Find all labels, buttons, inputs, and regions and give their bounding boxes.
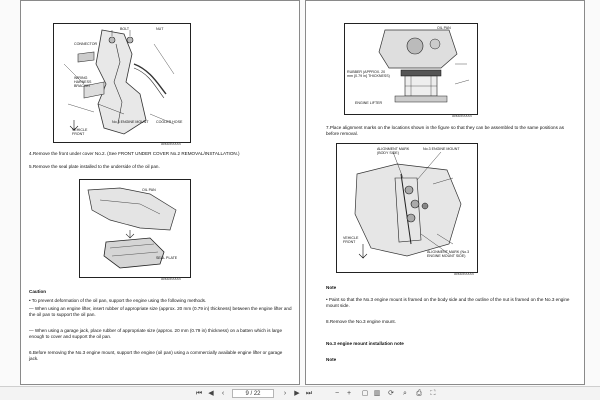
fig1-label-engine-mount: No.3 ENGINE MOUNT xyxy=(112,120,149,124)
note-title-2: Note xyxy=(326,357,337,362)
fig2-label-oil-pan: OIL PAN xyxy=(142,188,156,192)
zoom-out-icon[interactable]: − xyxy=(334,390,340,397)
fig2-label-seal-plate: SEAL PLATE xyxy=(156,256,178,260)
fig1-label-connector: CONNECTOR xyxy=(74,42,98,46)
fig3-label-rubber: RUBBER (APPROX. 20 mm {0.79 in} THICKNESS) xyxy=(347,70,390,78)
figure-oil-pan-seal-plate xyxy=(79,179,191,278)
step-5-text: 5.Remove the seal plate installed to the underside of the oil pan. xyxy=(29,164,160,169)
right-page xyxy=(305,0,585,385)
print-icon[interactable]: ⎙ xyxy=(416,390,422,397)
fig1-label-cooler-hose: COOLER HOSE xyxy=(156,120,183,124)
prev-icon[interactable]: ‹ xyxy=(221,390,225,397)
rotate-icon[interactable]: ⟳ xyxy=(388,390,394,397)
note-title: Note xyxy=(326,285,337,290)
fig4-code: acfuuw00000 xyxy=(454,272,475,276)
caution-line-3: — When using a garage jack, place rubber of appropriate size (approx. 20 mm (0.79 in) thickness) on a batten which is large enough to cover and support the oil pan. xyxy=(29,328,283,340)
page-number-input[interactable]: 9 / 22 xyxy=(232,389,274,398)
two-page-icon[interactable]: ▥ xyxy=(373,390,381,397)
step-6-text: 6.Before removing the No.3 engine mount, support the engine (oil pan) using a commercially available engine lifter or garage jack. xyxy=(29,350,283,362)
fig1-label-wiring-harness-bracket: WIRING HARNESS BRACKET xyxy=(74,76,92,88)
fig1-label-bolt: BOLT xyxy=(120,27,130,31)
fig1-label-nut: NUT xyxy=(156,27,164,31)
fullscreen-icon[interactable]: ⛶ xyxy=(430,390,436,397)
step-4-text: 4.Remove the front under cover No.2. (See FRONT UNDER COVER No.2 REMOVAL/INSTALLATION.) xyxy=(29,151,240,156)
last-page-icon[interactable]: ⏭ xyxy=(305,390,313,397)
fig3-label-engine-lifter: ENGINE LIFTER xyxy=(355,101,383,105)
fig4-label-alignment-body: ALIGNMENT MARK (BODY SIDE) xyxy=(377,147,410,155)
fig3-label-oil-pan: OIL PAN xyxy=(437,26,451,30)
viewer-toolbar xyxy=(0,386,600,400)
left-page xyxy=(20,0,300,385)
prev-page-icon[interactable]: ◀ xyxy=(208,390,214,397)
caution-line-1: • To prevent deformation of the oil pan, support the engine using the following methods. xyxy=(29,298,207,303)
zoom-in-icon[interactable]: + xyxy=(346,390,352,397)
fig3-code: acfuuw00000 xyxy=(452,114,473,118)
next-icon[interactable]: › xyxy=(283,390,287,397)
fig2-code: acfuuw00000 xyxy=(161,277,182,281)
figure-engine-lifter xyxy=(344,23,478,115)
fig1-code: acfuuw00000 xyxy=(161,142,182,146)
fig4-label-alignment-mount: ALIGNMENT MARK (No.3 ENGINE MOUNT SIDE) xyxy=(427,250,470,258)
fig4-label-engine-mount: No.3 ENGINE MOUNT xyxy=(423,147,460,151)
fig4-label-vehicle-front: VEHICLE FRONT xyxy=(343,236,359,244)
next-page-icon[interactable]: ▶ xyxy=(294,390,300,397)
step-7-text: 7.Place alignment marks on the locations shown in the figure so that they can be assembled to the same positions as before removal. xyxy=(326,125,564,137)
first-page-icon[interactable]: ⏮ xyxy=(195,390,203,397)
figure-engine-mount-area xyxy=(53,23,191,143)
fig1-label-vehicle-front: VEHICLE FRONT xyxy=(72,128,88,136)
fit-page-icon[interactable]: ▢ xyxy=(361,390,369,397)
note-line-1: • Paint so that the No.3 engine mount is framed on the body side and the outline of the nut is framed on the No.3 engine mount side. xyxy=(326,297,570,309)
step-8-text: 8.Remove the No.3 engine mount. xyxy=(326,319,396,324)
figure-alignment-marks xyxy=(336,143,478,273)
caution-title: Caution xyxy=(29,289,47,294)
install-note-title: No.3 engine mount installation note xyxy=(326,341,404,346)
caution-line-2: — When using an engine lifter, insert rubber of appropriate size (approx. 20 mm (0.79 in) thickness) between the engine lifter and the oil pan to support the oil pan. xyxy=(29,306,292,318)
search-icon[interactable]: ⌕ xyxy=(403,390,407,397)
